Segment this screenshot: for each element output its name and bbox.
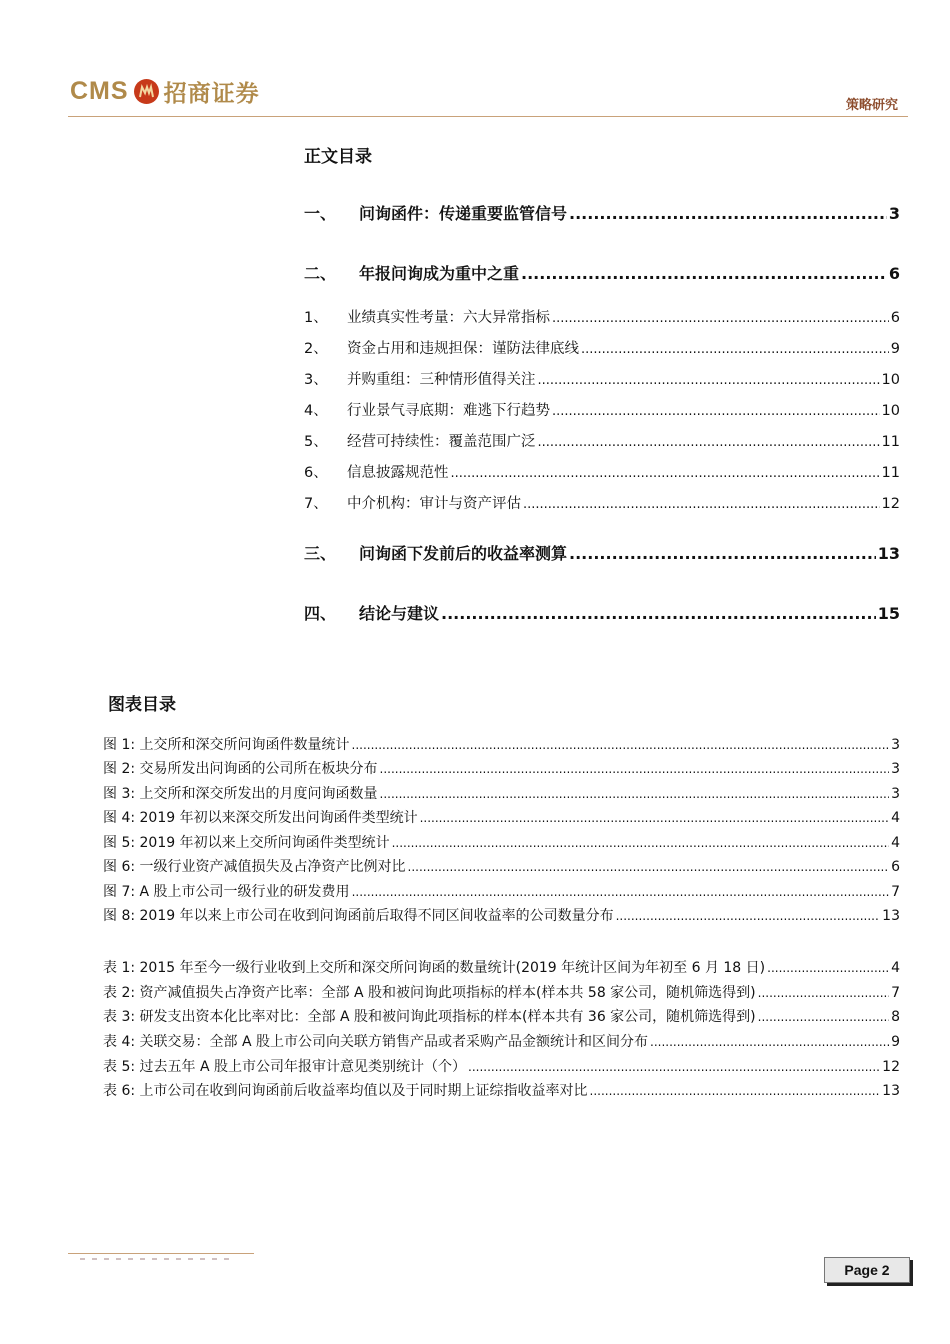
toc-entry-number: 四、 [304, 604, 337, 623]
dot-leader [650, 1035, 889, 1049]
table-entry-page: 12 [882, 1059, 900, 1075]
toc-subentry[interactable] [304, 430, 900, 451]
toc-entry-number: 5、 [304, 434, 328, 450]
logo-chinese-name: 招商证券 [163, 79, 260, 107]
dot-leader [441, 604, 876, 623]
toc-entry-number: 3、 [304, 372, 328, 388]
table-entry[interactable] [103, 982, 900, 1002]
figure-entry-page: 3 [891, 737, 900, 753]
toc-entry-page: 9 [890, 341, 900, 357]
toc-entry-page: 6 [890, 310, 900, 326]
toc-entry-label: 信息披露规范性 [347, 465, 449, 481]
dot-leader [352, 885, 890, 899]
figure-entry-page: 4 [891, 835, 900, 851]
logo-mark-icon [134, 79, 159, 104]
toc-entry-number: 三、 [304, 544, 337, 563]
table-entry-label: 表 4: 关联交易：全部 A 股上市公司向关联方销售产品或者采购产品金额统计和区间分布 [103, 1034, 648, 1050]
dot-leader [468, 1060, 880, 1074]
logo-cms-text: CMS [70, 76, 129, 105]
figure-entry[interactable] [103, 783, 900, 803]
toc-subentry[interactable] [304, 368, 900, 389]
toc-entry-label: 业绩真实性考量：六大异常指标 [347, 310, 550, 326]
figure-entry-page: 6 [891, 859, 900, 875]
figure-entry-label: 图 7: A 股上市公司一级行业的研发费用 [103, 884, 350, 900]
figure-entry[interactable] [103, 881, 900, 901]
toc-entry[interactable] [304, 601, 900, 624]
table-entry-label: 表 6: 上市公司在收到问询函前后收益率均值以及于同时期上证综指收益率对比 [103, 1083, 588, 1099]
table-entry-label: 表 3: 研发支出资本化比率对比：全部 A 股和被问询此项指标的样本(样本共有 36 家公司，随机筛选得到) [103, 1009, 756, 1025]
dot-leader [581, 341, 889, 357]
toc-subentry[interactable] [304, 399, 900, 420]
table-entry-page: 4 [891, 960, 900, 976]
figure-entry[interactable] [103, 856, 900, 876]
figure-entry-label: 图 2: 交易所发出问询函的公司所在板块分布 [103, 761, 378, 777]
toc-entry-label: 资金占用和违规担保：谨防法律底线 [347, 341, 579, 357]
dot-leader [408, 860, 890, 874]
table-entry[interactable] [103, 1006, 900, 1026]
figure-index-title: 图表目录 [108, 695, 176, 715]
figure-entry-label: 图 4: 2019 年初以来深交所发出问询函件类型统计 [103, 810, 418, 826]
toc-entry-number: 7、 [304, 496, 328, 512]
dot-leader [538, 372, 880, 388]
toc-entry[interactable] [304, 541, 900, 564]
toc-entry-page: 3 [888, 204, 900, 223]
toc-entry-label: 中介机构：审计与资产评估 [347, 496, 521, 512]
toc-entry[interactable] [304, 261, 900, 284]
toc-entry-label: 问询函件：传递重要监管信号 [359, 204, 568, 223]
toc-entry-number: 2、 [304, 341, 328, 357]
toc-entry[interactable] [304, 201, 900, 224]
company-logo [70, 76, 260, 106]
table-entry-page: 8 [891, 1009, 900, 1025]
dot-leader [380, 787, 890, 801]
toc-entry-page: 6 [888, 264, 900, 283]
table-entry-label: 表 5: 过去五年 A 股上市公司年报审计意见类别统计（个） [103, 1059, 467, 1075]
figure-entry-page: 3 [891, 761, 900, 777]
dot-leader [758, 986, 889, 1000]
toc-subentry[interactable] [304, 492, 900, 513]
table-entry-page: 9 [891, 1034, 900, 1050]
dot-leader [758, 1010, 889, 1024]
table-entry-page: 13 [882, 1083, 900, 1099]
figure-entry-label: 图 8: 2019 年以来上市公司在收到问询函前后取得不同区间收益率的公司数量分布 [103, 908, 614, 924]
figure-entry-page: 7 [891, 884, 900, 900]
toc-entry-page: 12 [881, 496, 900, 512]
table-entry-page: 7 [891, 985, 900, 1001]
figure-entry-label: 图 6: 一级行业资产减值损失及占净资产比例对比 [103, 859, 406, 875]
toc-entry-number: 1、 [304, 310, 328, 326]
toc-entry-page: 11 [881, 465, 900, 481]
toc-title: 正文目录 [304, 147, 372, 167]
dot-leader [552, 403, 880, 419]
table-entry-label: 表 2: 资产减值损失占净资产比率：全部 A 股和被问询此项指标的样本(样本共 58 家公司，随机筛选得到) [103, 985, 756, 1001]
dot-leader [380, 762, 890, 776]
toc-entry-number: 一、 [304, 204, 337, 223]
figure-entry-page: 3 [891, 786, 900, 802]
dot-leader [420, 811, 889, 825]
table-entry-label: 表 1: 2015 年至今一级行业收到上交所和深交所问询函的数量统计(2019 年统计区间为年初至 6 月 18 日) [103, 960, 766, 976]
header-divider [68, 116, 908, 117]
toc-entry-page: 10 [881, 403, 900, 419]
toc-entry-label: 年报问询成为重中之重 [359, 264, 520, 283]
dot-leader [538, 434, 880, 450]
table-entry[interactable] [103, 1056, 900, 1076]
dot-leader [767, 961, 889, 975]
figure-entry[interactable] [103, 807, 900, 827]
figure-entry[interactable] [103, 905, 900, 925]
table-entry[interactable] [103, 957, 900, 977]
figure-entry[interactable] [103, 832, 900, 852]
dot-leader [569, 204, 887, 223]
dot-leader [616, 909, 881, 923]
toc-entry-page: 11 [881, 434, 900, 450]
figure-entry-label: 图 5: 2019 年初以来上交所问询函件类型统计 [103, 835, 390, 851]
toc-entry-number: 6、 [304, 465, 328, 481]
figure-entry[interactable] [103, 734, 900, 754]
toc-subentry[interactable] [304, 306, 900, 327]
toc-entry-page: 15 [877, 604, 900, 623]
toc-entry-page: 13 [877, 544, 900, 563]
dot-leader [352, 738, 890, 752]
toc-entry-label: 经营可持续性：覆盖范围广泛 [347, 434, 536, 450]
figure-entry-page: 4 [891, 810, 900, 826]
dot-leader [521, 264, 887, 283]
footer-divider [68, 1253, 254, 1254]
figure-entry[interactable] [103, 758, 900, 778]
toc-entry-page: 10 [881, 372, 900, 388]
dot-leader [569, 544, 876, 563]
figure-entry-label: 图 3: 上交所和深交所发出的月度问询函数量 [103, 786, 378, 802]
toc-entry-label: 结论与建议 [359, 604, 440, 623]
toc-entry-number: 4、 [304, 403, 328, 419]
toc-entry-number: 二、 [304, 264, 337, 283]
table-entry[interactable] [103, 1031, 900, 1051]
dot-leader [392, 836, 889, 850]
toc-entry-label: 问询函下发前后的收益率测算 [359, 544, 568, 563]
toc-entry-label: 并购重组：三种情形值得关注 [347, 372, 536, 388]
dot-leader [451, 465, 880, 481]
table-entry[interactable] [103, 1080, 900, 1100]
report-section-label: 策略研究 [845, 98, 898, 113]
toc-entry-label: 行业景气寻底期：难逃下行趋势 [347, 403, 550, 419]
dot-leader [552, 310, 889, 326]
toc-subentry[interactable] [304, 337, 900, 358]
toc-subentry[interactable] [304, 461, 900, 482]
footer-watermark [80, 1258, 240, 1263]
figure-entry-page: 13 [882, 908, 900, 924]
dot-leader [590, 1084, 881, 1098]
figure-entry-label: 图 1: 上交所和深交所问询函件数量统计 [103, 737, 350, 753]
page-number-box: Page 2 [824, 1257, 910, 1283]
dot-leader [523, 496, 880, 512]
